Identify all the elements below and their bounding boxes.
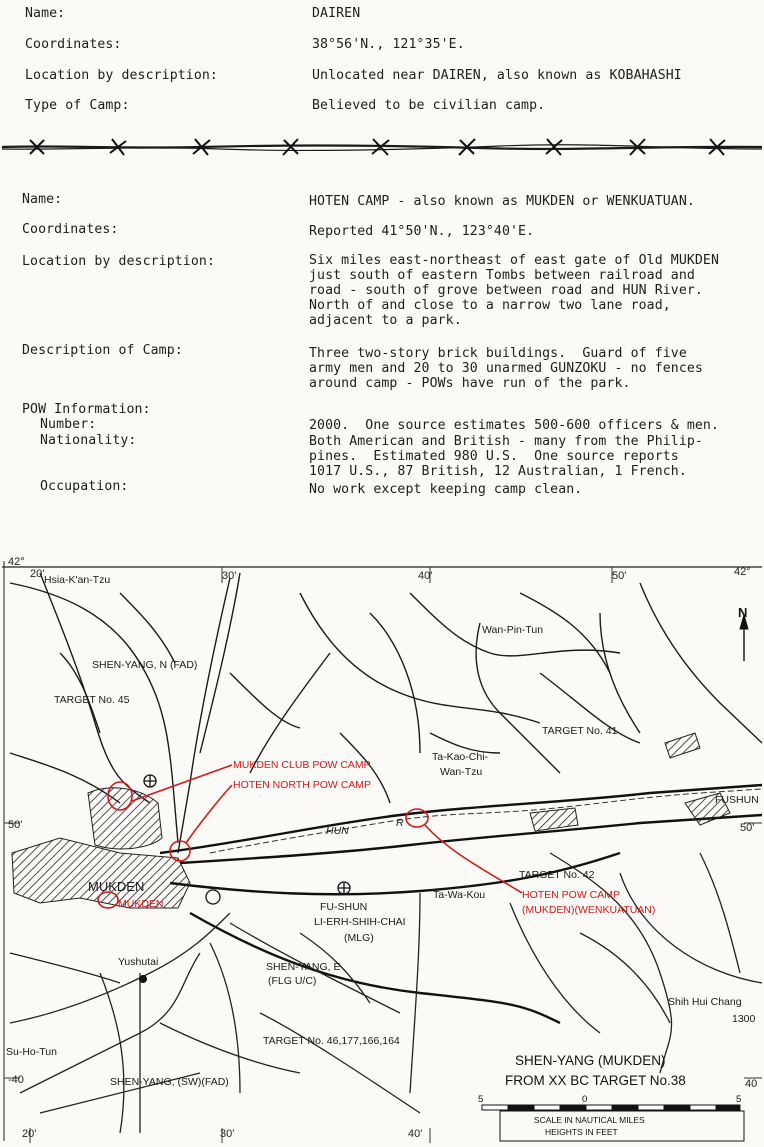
record1-type-label: Type of Camp: <box>25 98 130 113</box>
grid-label: 40' <box>418 570 433 582</box>
record1-coordinates-value: 38°56'N., 121°35'E. <box>312 37 465 52</box>
label-target-45: TARGET No. 45 <box>54 694 130 706</box>
yushutai-dot <box>139 975 147 983</box>
record2-location-label: Location by description: <box>22 254 215 269</box>
label-ta-kao-chi: Ta-Kao-Chi- <box>432 751 489 763</box>
north-label: N <box>738 605 748 620</box>
label-shen-yang-sw: SHEN-YANG, (SW)(FAD) <box>110 1076 229 1088</box>
record2-location-line: just south of eastern Tombs between railroad and <box>309 268 695 283</box>
label-hun-river: HUN <box>326 825 349 837</box>
label-shen-yang-n: SHEN-YANG, N (FAD) <box>92 659 198 671</box>
record2-pow-label: POW Information: <box>22 402 151 417</box>
label-hsia-kan-tzu: Hsia-K'an-Tzu <box>44 574 111 586</box>
label-wan-tzu: Wan-Tzu <box>440 766 483 778</box>
record1-coordinates-label: Coordinates: <box>25 37 122 52</box>
label-target-41: TARGET No. 41 <box>542 725 618 737</box>
record2-location-line: Six miles east-northeast of east gate of Old MUKDEN <box>309 253 720 268</box>
record2-location-block <box>309 253 719 328</box>
record1-name-label: Name: <box>25 6 66 21</box>
record2-location-line: North of and close to a narrow two lane road, <box>309 298 671 313</box>
record2-description-line: Three two-story brick buildings. Guard of five <box>309 346 687 361</box>
label-hoten-pow-camp: HOTEN POW CAMP <box>522 889 621 901</box>
label-mlg: (MLG) <box>344 932 374 944</box>
record2-occupation-label: Occupation: <box>40 479 129 494</box>
map-svg <box>0 553 764 1143</box>
grid-label: 30' <box>220 1128 235 1140</box>
grid-label: 42° <box>734 566 751 578</box>
label-target-42: TARGET No. 42 <box>519 869 595 881</box>
grid-label: 40 <box>745 1078 758 1090</box>
grid-label: 20' <box>22 1128 37 1140</box>
scale-tick-label: 5 <box>478 1094 484 1105</box>
record2-occupation-value: No work except keeping camp clean. <box>309 482 583 497</box>
grid-label: 42° <box>8 556 25 568</box>
record2-number-value: 2000. One source estimates 500-600 officers & men. <box>309 418 720 433</box>
record2-nationality-line: Both American and British - many from the Philip- <box>309 434 703 449</box>
map <box>0 553 764 1143</box>
record2-name-value: HOTEN CAMP - also known as MUKDEN or WENKUATUAN. <box>309 194 695 209</box>
scale-caption: SCALE IN NAUTICAL MILES <box>534 1115 645 1125</box>
label-mukden-club-pow-camp: MUKDEN CLUB POW CAMP <box>233 759 371 771</box>
label-wan-pin-tun: Wan-Pin-Tun <box>482 624 544 636</box>
map-title: SHEN-YANG (MUKDEN) <box>515 1053 666 1068</box>
record2-coordinates-label: Coordinates: <box>22 222 119 237</box>
record1-location-label: Location by description: <box>25 68 218 83</box>
grid-label: 50' <box>740 822 755 834</box>
record2-number-label: Number: <box>40 417 97 432</box>
label-flg: (FLG U/C) <box>268 975 317 987</box>
record2-nationality-line: 1017 U.S., 87 British, 12 Australian, 1 French. <box>309 464 687 479</box>
grid-label: 50' <box>612 570 627 582</box>
record2-nationality-line: pines. Estimated 980 U.S. One source reports <box>309 449 679 464</box>
record2-description-label: Description of Camp: <box>22 343 183 358</box>
label-shih-hui-chang: Shih Hui Chang <box>668 996 742 1008</box>
grid-label: 50' <box>8 819 23 831</box>
label-shen-yang-e: SHEN-YANG, E <box>266 961 341 973</box>
record2-description-line: around camp - POWs have run of the park. <box>309 376 631 391</box>
record2-description-block <box>309 346 703 391</box>
label-hun-river-r: R <box>396 817 404 829</box>
record1-type-value: Believed to be civilian camp. <box>312 98 546 113</box>
grid-label: 30' <box>222 570 237 582</box>
scale-tick-label: 0 <box>582 1094 588 1105</box>
label-su-ho-tun: Su-Ho-Tun <box>6 1046 57 1058</box>
record2-location-line: road - south of grove between road and HUN River. <box>309 283 703 298</box>
label-fu-shun: FU-SHUN <box>320 901 368 913</box>
label-target-46: TARGET No. 46,177,166,164 <box>263 1035 400 1047</box>
label-hoten-pow-camp-sub: (MUKDEN)(WENKUATUAN) <box>522 904 656 916</box>
grid-label: -40 <box>8 1074 24 1086</box>
record2-description-line: army men and 20 to 30 unarmed GUNZOKU - no fences <box>309 361 703 376</box>
grid-label: 40' <box>408 1128 423 1140</box>
record2-location-line: adjacent to a park. <box>309 313 462 328</box>
scale-caption-heights: HEIGHTS IN FEET <box>545 1127 618 1137</box>
scale-tick-label: 5 <box>736 1094 742 1105</box>
barbed-wire-divider <box>0 130 764 164</box>
label-li-erh-shih-chai: LI-ERH-SHIH-CHAI <box>314 916 406 928</box>
label-ta-wa-kou: Ta-Wa-Kou <box>433 889 486 901</box>
label-hoten-north-pow-camp: HOTEN NORTH POW CAMP <box>233 779 372 791</box>
label-fushun: FUSHUN <box>715 794 759 806</box>
grid-label: 20' <box>30 568 45 580</box>
record1-name-value: DAIREN <box>312 6 361 21</box>
record2-name-label: Name: <box>22 192 63 207</box>
map-subtitle: FROM XX BC TARGET No.38 <box>505 1073 686 1088</box>
record1-location-value: Unlocated near DAIREN, also known as KOBAHASHI <box>312 68 682 83</box>
record2-nationality-label: Nationality: <box>40 433 137 448</box>
label-yushutai: Yushutai <box>118 956 159 968</box>
record2-coordinates-value: Reported 41°50'N., 123°40'E. <box>309 224 535 239</box>
label-mukden-red: MUKDEN <box>118 898 164 910</box>
record2-nationality-block <box>309 434 703 479</box>
label-elevation: 1300 <box>732 1013 756 1025</box>
label-mukden: MUKDEN <box>88 879 145 894</box>
